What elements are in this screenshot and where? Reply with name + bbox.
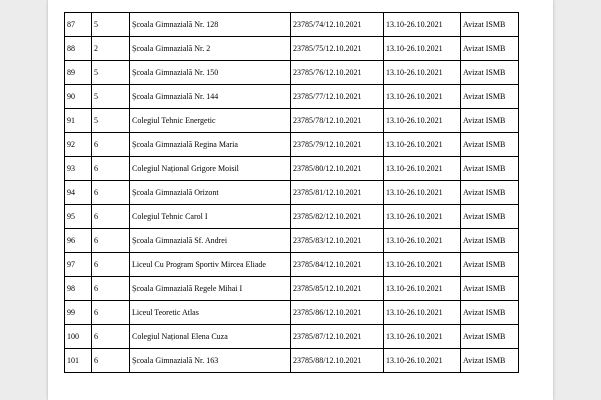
class-count-cell: 6 (92, 325, 130, 349)
registration-number-cell: 23785/74/12.10.2021 (291, 13, 384, 37)
period-cell: 13.10-26.10.2021 (384, 109, 461, 133)
status-cell: Avizat ISMB (461, 157, 519, 181)
period-cell: 13.10-26.10.2021 (384, 85, 461, 109)
school-name-cell: Școala Gimnazială Nr. 163 (130, 349, 291, 373)
registration-number-cell: 23785/86/12.10.2021 (291, 301, 384, 325)
registration-number-cell: 23785/81/12.10.2021 (291, 181, 384, 205)
row-number-cell: 90 (65, 85, 92, 109)
period-cell: 13.10-26.10.2021 (384, 349, 461, 373)
status-cell: Avizat ISMB (461, 277, 519, 301)
registration-number-cell: 23785/76/12.10.2021 (291, 61, 384, 85)
table-row (65, 133, 519, 157)
school-name-cell: Școala Gimnazială Nr. 128 (130, 13, 291, 37)
row-number-cell: 88 (65, 37, 92, 61)
class-count-cell: 5 (92, 85, 130, 109)
class-count-cell: 2 (92, 37, 130, 61)
row-number-cell: 98 (65, 277, 92, 301)
class-count-cell: 6 (92, 349, 130, 373)
table-row (65, 349, 519, 373)
registration-number-cell: 23785/78/12.10.2021 (291, 109, 384, 133)
table-row (65, 229, 519, 253)
class-count-cell: 5 (92, 13, 130, 37)
school-name-cell: Școala Gimnazială Regina Maria (130, 133, 291, 157)
row-number-cell: 100 (65, 325, 92, 349)
table-row (65, 325, 519, 349)
row-number-cell: 92 (65, 133, 92, 157)
class-count-cell: 6 (92, 277, 130, 301)
status-cell: Avizat ISMB (461, 133, 519, 157)
status-cell: Avizat ISMB (461, 325, 519, 349)
registration-number-cell: 23785/87/12.10.2021 (291, 325, 384, 349)
approval-table-body (65, 13, 519, 373)
table-row (65, 61, 519, 85)
registration-number-cell: 23785/84/12.10.2021 (291, 253, 384, 277)
class-count-cell: 6 (92, 157, 130, 181)
class-count-cell: 6 (92, 205, 130, 229)
row-number-cell: 91 (65, 109, 92, 133)
status-cell: Avizat ISMB (461, 205, 519, 229)
row-number-cell: 93 (65, 157, 92, 181)
school-name-cell: Școala Gimnazială Sf. Andrei (130, 229, 291, 253)
status-cell: Avizat ISMB (461, 181, 519, 205)
status-cell: Avizat ISMB (461, 229, 519, 253)
registration-number-cell: 23785/79/12.10.2021 (291, 133, 384, 157)
registration-number-cell: 23785/80/12.10.2021 (291, 157, 384, 181)
class-count-cell: 5 (92, 109, 130, 133)
class-count-cell: 5 (92, 61, 130, 85)
status-cell: Avizat ISMB (461, 109, 519, 133)
status-cell: Avizat ISMB (461, 13, 519, 37)
school-name-cell: Colegiul Național Elena Cuza (130, 325, 291, 349)
registration-number-cell: 23785/83/12.10.2021 (291, 229, 384, 253)
status-cell: Avizat ISMB (461, 61, 519, 85)
period-cell: 13.10-26.10.2021 (384, 253, 461, 277)
period-cell: 13.10-26.10.2021 (384, 205, 461, 229)
row-number-cell: 87 (65, 13, 92, 37)
school-name-cell: Școala Gimnazială Nr. 2 (130, 37, 291, 61)
registration-number-cell: 23785/88/12.10.2021 (291, 349, 384, 373)
period-cell: 13.10-26.10.2021 (384, 229, 461, 253)
row-number-cell: 101 (65, 349, 92, 373)
status-cell: Avizat ISMB (461, 85, 519, 109)
row-number-cell: 97 (65, 253, 92, 277)
period-cell: 13.10-26.10.2021 (384, 181, 461, 205)
class-count-cell: 6 (92, 133, 130, 157)
row-number-cell: 99 (65, 301, 92, 325)
class-count-cell: 6 (92, 181, 130, 205)
period-cell: 13.10-26.10.2021 (384, 277, 461, 301)
table-row (65, 301, 519, 325)
period-cell: 13.10-26.10.2021 (384, 133, 461, 157)
table-row (65, 253, 519, 277)
school-name-cell: Liceul Teoretic Atlas (130, 301, 291, 325)
school-name-cell: Colegiul Tehnic Carol I (130, 205, 291, 229)
row-number-cell: 95 (65, 205, 92, 229)
table-row (65, 85, 519, 109)
period-cell: 13.10-26.10.2021 (384, 325, 461, 349)
row-number-cell: 96 (65, 229, 92, 253)
approval-table (64, 12, 519, 373)
status-cell: Avizat ISMB (461, 349, 519, 373)
class-count-cell: 6 (92, 253, 130, 277)
table-row (65, 277, 519, 301)
row-number-cell: 89 (65, 61, 92, 85)
period-cell: 13.10-26.10.2021 (384, 301, 461, 325)
class-count-cell: 6 (92, 301, 130, 325)
table-row (65, 157, 519, 181)
table-row (65, 205, 519, 229)
school-name-cell: Școala Gimnazială Regele Mihai I (130, 277, 291, 301)
period-cell: 13.10-26.10.2021 (384, 13, 461, 37)
class-count-cell: 6 (92, 229, 130, 253)
registration-number-cell: 23785/85/12.10.2021 (291, 277, 384, 301)
status-cell: Avizat ISMB (461, 253, 519, 277)
table-row (65, 13, 519, 37)
period-cell: 13.10-26.10.2021 (384, 61, 461, 85)
school-name-cell: Școala Gimnazială Nr. 144 (130, 85, 291, 109)
status-cell: Avizat ISMB (461, 301, 519, 325)
table-row (65, 37, 519, 61)
row-number-cell: 94 (65, 181, 92, 205)
registration-number-cell: 23785/77/12.10.2021 (291, 85, 384, 109)
registration-number-cell: 23785/75/12.10.2021 (291, 37, 384, 61)
school-name-cell: Școala Gimnazială Nr. 150 (130, 61, 291, 85)
status-cell: Avizat ISMB (461, 37, 519, 61)
school-name-cell: Școala Gimnazială Orizont (130, 181, 291, 205)
school-name-cell: Colegiul Tehnic Energetic (130, 109, 291, 133)
document-page (48, 0, 553, 400)
table-row (65, 109, 519, 133)
table-row (65, 181, 519, 205)
period-cell: 13.10-26.10.2021 (384, 37, 461, 61)
school-name-cell: Colegiul Național Grigore Moisil (130, 157, 291, 181)
period-cell: 13.10-26.10.2021 (384, 157, 461, 181)
registration-number-cell: 23785/82/12.10.2021 (291, 205, 384, 229)
school-name-cell: Liceul Cu Program Sportiv Mircea Eliade (130, 253, 291, 277)
